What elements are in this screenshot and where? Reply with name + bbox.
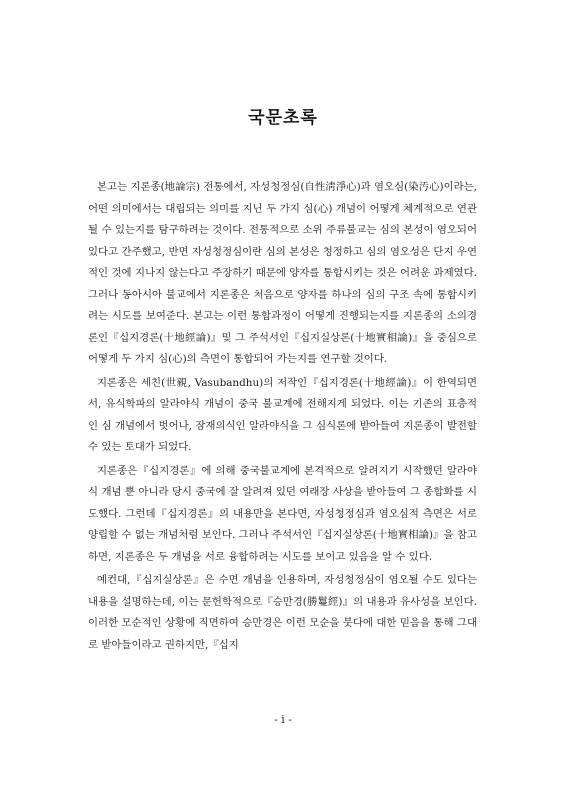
paragraph-2: 지론종은 세친(世親, Vasubandhu)의 저작인『십지경론(十地經論)』이 한역되면서, 유식학파의 알라야식 개념이 중국 불교계에 전해지게 되었다. 이는 기존의 표층적인 심 개념에서 벗어나, 잠재의식인 알라야식을 그 심식론에 받아들여 지론종이 발전할 수 있는 토대가 되었다. [88,376,477,453]
abstract-body [88,177,477,658]
paragraph-1: 본고는 지론종(地論宗) 전통에서, 자성청정심(自性淸淨心)과 염오심(染汚心)이라는, 어떤 의미에서는 대립되는 의미를 지닌 두 가지 심(心) 개념이 어떻게 체계적으로 연관될 수 있는지를 탐구하려는 것이다. 전통적으로 소위 주류불교는 심의 본성이 염오되어 있다고 간주했고, 반면 자성청정심이란 심의 본성은 청정하고 심의 염오성은 단지 우연적인 것에 지나지 않는다고 주장하기 때문에 양자를 통합시키는 것은 어려운 과제였다. 그러나 동아시아 불교에서 지론종은 처음으로 양자를 하나의 심의 구조 속에 통합시키려는 시도를 보여준다. 본고는 이런 통합과정이 어떻게 진행되는지를 지론종의 소의경론인『십지경론(十地經論)』및 그 주석서인『십지실상론(十地實相論)』을 중심으로 어떻게 두 가지 심(心)의 측면이 통합되어 가는지를 연구할 것이다. [88,181,477,365]
page-number: - i - [274,713,292,726]
paragraph-3: 지론종은『십지경론』에 의해 중국불교계에 본격적으로 알려지기 시작했던 알라야식 개념 뿐 아니라 당시 중국에 잘 알려져 있던 여래장 사상을 받아들여 그 종합화를 시도했다. 그런데『십지경론』의 내용만을 본다면, 자성청정심과 염오심적 측면은 서로 양립할 수 없는 개념처럼 보인다. 그러나 주석서인『십지실상론(十地實相論)』을 참고하면, 지론종은 두 개념을 서로 융합하려는 시도를 보이고 있음을 알 수 있다. [88,464,477,563]
paragraph-4: 예컨대,『십지실상론』은 수면 개념을 인용하며, 자성청정심이 염오될 수도 있다는 내용을 설명하는데, 이는 문헌학적으로『승만경(勝鬘經)』의 내용과 유사성을 보인다. 이러한 모순적인 상황에 직면하여 승만경은 이런 모순을 붓다에 대한 믿음을 통해 그대로 받아들이라고 권하지만,『십지 [88,574,477,651]
page-title: 국문초록 [248,108,318,128]
